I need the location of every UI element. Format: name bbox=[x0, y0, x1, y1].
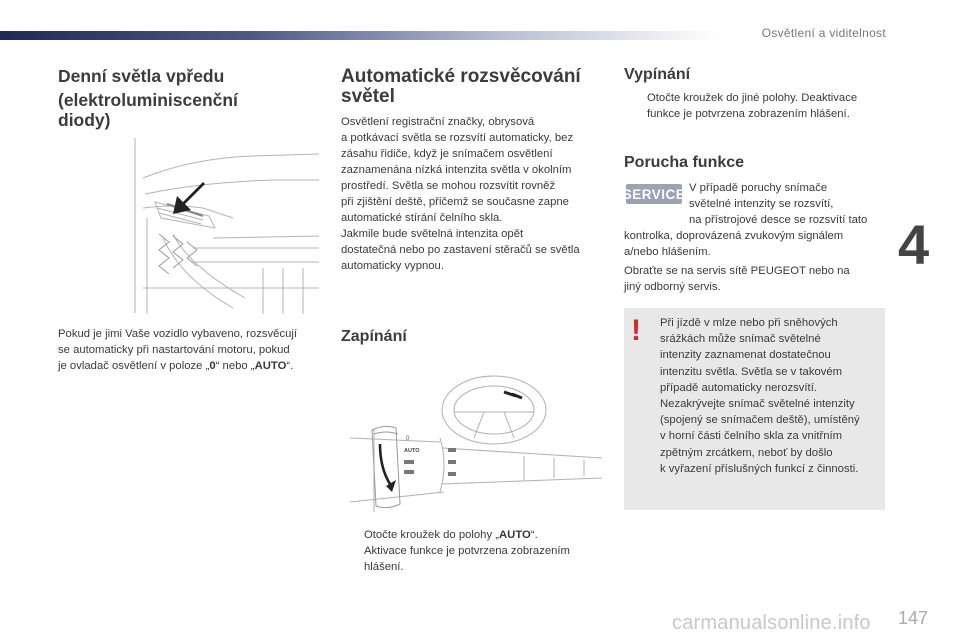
switch-off-line2: funkce je potvrzena zobrazením hlášení. bbox=[647, 108, 850, 120]
service-warning-icon: SERVICE bbox=[626, 184, 682, 204]
auto-text-line: zaznamenána nízká intenzita světla v okolním bbox=[341, 164, 572, 176]
auto-text-line: Jakmile bude světelná intenzita opět bbox=[341, 228, 524, 240]
warning-line: Nezakrývejte snímač světelné intenzity bbox=[660, 398, 855, 411]
fault-line: kontrolka, doprovázená zvukovým signálem bbox=[624, 230, 844, 242]
header-bar bbox=[0, 31, 720, 40]
fault-line: světelné intenzity se rozsvítí, bbox=[689, 198, 834, 210]
warning-line: k vyřazení příslušných funkcí z činnosti. bbox=[660, 462, 859, 475]
warning-line: intenzity zaznamenat dostatečnou bbox=[660, 349, 831, 362]
switch-on-line1: Otočte kroužek do polohy „AUTO“. bbox=[364, 529, 538, 541]
switch-on-line2: Aktivace funkce je potvrzena zobrazením bbox=[364, 545, 570, 557]
auto-text-line: a potkávací světla se rozsvítí automaticky, bez bbox=[341, 132, 574, 144]
title-drl-line3: diody) bbox=[58, 110, 111, 130]
auto-text-line: dostatečná nebo po zastavení stěračů se světla bbox=[341, 244, 580, 256]
warning-line: intenzitu světla. Světla se v takovém bbox=[660, 365, 843, 378]
auto-text-line: zásahu řidiče, když je snímačem osvětlení bbox=[341, 148, 553, 160]
service-line: jiný odborný servis. bbox=[624, 281, 721, 293]
subtitle-switch-on: Zapínání bbox=[341, 328, 407, 345]
chapter-number: 4 bbox=[898, 213, 930, 276]
warning-line: případě automaticky nerozsvítí. bbox=[660, 381, 817, 394]
page-number: 147 bbox=[898, 608, 929, 628]
title-drl: Denní světla vpředu bbox=[58, 66, 225, 86]
title-auto-lights-line2: světel bbox=[341, 86, 395, 107]
watermark: carmanualsonline.info bbox=[672, 612, 871, 634]
switch-on-line3: hlášení. bbox=[364, 561, 404, 573]
warning-line: zpětným zrcátkem, neboť by došlo bbox=[660, 446, 833, 459]
drl-text-line1: Pokud je jimi Vaše vozidlo vybaveno, rozsvěcují bbox=[58, 328, 298, 340]
warning-text bbox=[660, 315, 882, 477]
service-line: Obraťte se na servis sítě PEUGEOT nebo na bbox=[624, 265, 850, 277]
stalk-label-zero: 0 bbox=[406, 436, 410, 442]
auto-text-line: Osvětlení registrační značky, obrysová bbox=[341, 116, 535, 128]
auto-text-line: automatické stírání čelního skla. bbox=[341, 212, 503, 224]
auto-text-line: při zjištění deště, přičemž se současne zapne bbox=[341, 196, 569, 208]
switch-off-line1: Otočte kroužek do jiné polohy. Deaktivace bbox=[647, 92, 858, 104]
stalk-illustration bbox=[344, 352, 602, 520]
auto-text-line: prostředí. Světla se mohou rozsvítit rovněž bbox=[341, 180, 556, 192]
warning-line: v horní části čelního skla za vnitřním bbox=[660, 430, 843, 443]
subtitle-fault: Porucha funkce bbox=[624, 154, 745, 171]
exclamation-icon: ! bbox=[631, 314, 641, 347]
section-title: Osvětlení a viditelnost bbox=[761, 26, 886, 40]
drl-illustration bbox=[133, 138, 319, 315]
drl-text-line2: se automaticky při nastartování motoru, pokud bbox=[58, 344, 290, 356]
warning-line: Při jízdě v mlze nebo při sněhových bbox=[660, 317, 838, 329]
fault-line: a/nebo hlášením. bbox=[624, 246, 711, 258]
fault-line: V případě poruchy snímače bbox=[689, 182, 828, 194]
subtitle-switch-off: Vypínání bbox=[624, 66, 691, 83]
stalk-label-auto: AUTO bbox=[404, 448, 420, 454]
title-auto-lights: Automatické rozsvěcování bbox=[341, 66, 581, 87]
warning-line: srážkách může snímač světelné bbox=[660, 333, 821, 346]
drl-text-line3: je ovladač osvětlení v poloze „0“ nebo „AUTO“. bbox=[58, 360, 294, 372]
title-drl-line2: (elektroluminiscenční bbox=[58, 90, 238, 110]
fault-line: na přístrojové desce se rozsvítí tato bbox=[689, 214, 868, 226]
warning-line: (spojený se snímačem deště), umístěný bbox=[660, 414, 860, 427]
auto-text-line: automaticky vypnou. bbox=[341, 260, 444, 272]
